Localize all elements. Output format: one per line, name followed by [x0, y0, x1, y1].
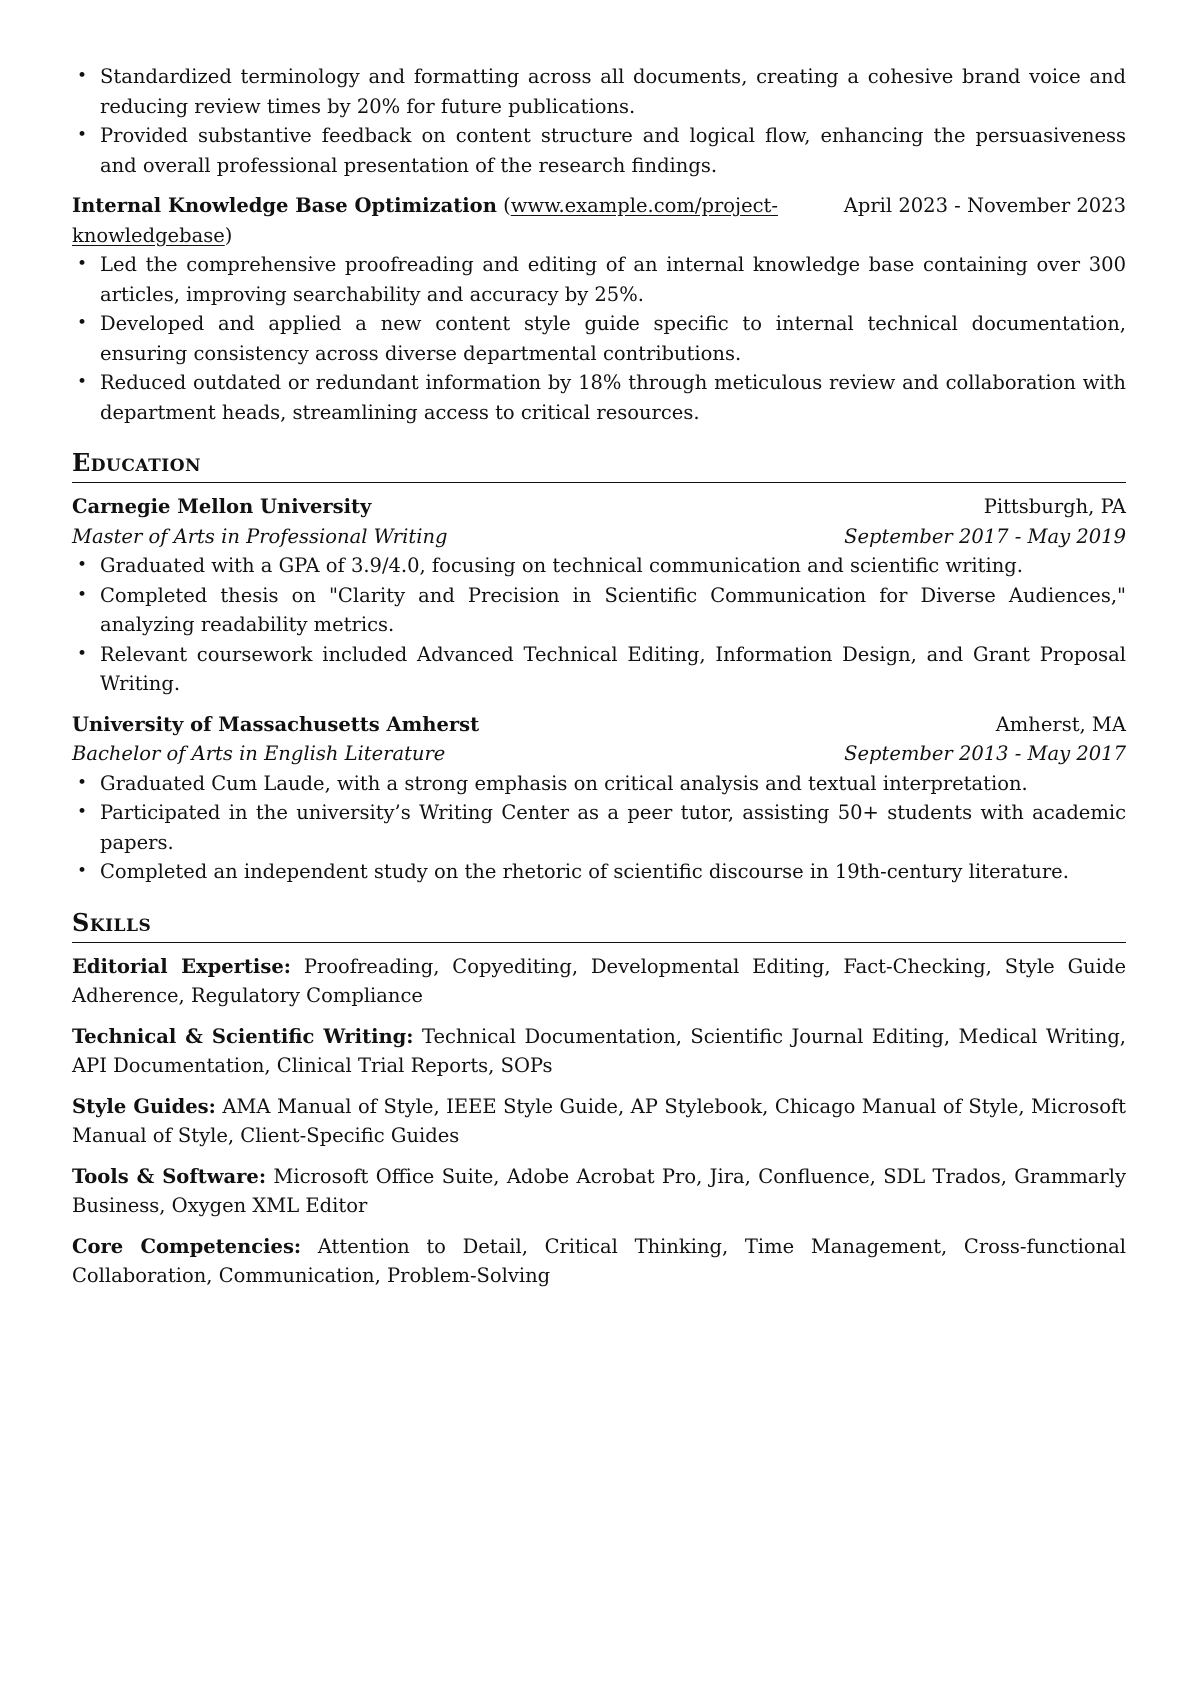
degree: Bachelor of Arts in English Literature [72, 742, 446, 765]
skill-label: Technical & Scientific Writing: [72, 1024, 414, 1048]
project-link-open-paren: ( [503, 194, 511, 217]
school-location: Amherst, MA [995, 712, 1126, 736]
skill-line [72, 952, 1126, 1011]
education-entry-header [72, 492, 1126, 522]
project-bullet-list [72, 250, 1126, 427]
previous-project-bullet-list [72, 62, 1126, 180]
bullet-item: • Developed and applied a new content style guide specific to internal technical documentation, ensuring consistency across diverse departmental contributions. [72, 309, 1126, 368]
bullet-item: • Participated in the university’s Writing Center as a peer tutor, assisting 50+ students with academic papers. [72, 798, 1126, 857]
skills-list [72, 952, 1126, 1291]
school-location: Pittsburgh, PA [983, 495, 1126, 518]
project-name: Internal Knowledge Base Optimization [72, 194, 497, 217]
education-entry [72, 492, 1126, 699]
skill-value: Proofreading, Copyediting, Developmental Editing, Fact-Checking, Style Guide Adherence, Regulatory Compliance [72, 954, 1126, 1007]
skill-value: AMA Manual of Style, IEEE Style Guide, AP Stylebook, Chicago Manual of Style, Microsoft Manual of Style, Client-Specific Guides [72, 1094, 1127, 1147]
education-entry-header [72, 710, 1126, 740]
bullet-item: • Standardized terminology and formatting across all documents, creating a cohesive brand voice and reducing review times by 20% for future publications. [72, 62, 1126, 121]
bullet-item: • Graduated with a GPA of 3.9/4.0, focusing on technical communication and scientific writing. [72, 551, 1126, 581]
education-section-title: Education [72, 449, 1126, 483]
project-link[interactable]: www.example.com/project-knowledgebase [72, 194, 778, 247]
degree: Master of Arts in Professional Writing [72, 524, 448, 548]
skill-label: Core Competencies: [72, 1234, 302, 1258]
project-link-close-paren: ) [224, 223, 233, 247]
skill-line [72, 1232, 1126, 1291]
degree-dates: September 2013 - May 2017 [844, 742, 1126, 765]
bullet-item: • Reduced outdated or redundant information by 18% through meticulous review and collaboration with department heads, streamlining access to critical resources. [72, 368, 1126, 427]
bullet-item: • Completed thesis on "Clarity and Precision in Scientific Communication for Diverse Audiences," analyzing readability metrics. [72, 581, 1126, 640]
skill-label: Editorial Expertise: [72, 954, 291, 978]
skill-value: Attention to Detail, Critical Thinking, Time Management, Cross-functional Collaboration, Communication, Problem-Solving [72, 1234, 1126, 1287]
project-date: April 2023 - November 2023 [843, 194, 1126, 217]
skill-line [72, 1092, 1126, 1151]
bullet-item: • Led the comprehensive proofreading and editing of an internal knowledge base containing over 300 articles, improving searchability and accuracy by 25%. [72, 250, 1126, 309]
school-name: University of Massachusetts Amherst [72, 712, 480, 736]
bullet-item: • Completed an independent study on the rhetoric of scientific discourse in 19th-century literature. [72, 857, 1126, 887]
skill-line [72, 1162, 1126, 1221]
bullet-item: • Relevant coursework included Advanced Technical Editing, Information Design, and Grant Proposal Writing. [72, 640, 1126, 699]
skill-label: Tools & Software: [72, 1164, 267, 1188]
bullet-item: • Graduated Cum Laude, with a strong emphasis on critical analysis and textual interpretation. [72, 769, 1126, 799]
education-bullet-list [72, 551, 1126, 699]
education-entry-subheader [72, 739, 1126, 769]
skill-value: Technical Documentation, Scientific Journal Editing, Medical Writing, API Documentation, Clinical Trial Reports, SOPs [72, 1024, 1126, 1077]
bullet-item: • Provided substantive feedback on content structure and logical flow, enhancing the persuasiveness and overall professional presentation of the research findings. [72, 121, 1126, 180]
education-entry-subheader [72, 522, 1126, 552]
project-header [72, 191, 1126, 250]
skills-section-title: Skills [72, 909, 1126, 943]
degree-dates: September 2017 - May 2019 [844, 524, 1126, 548]
education-entry [72, 710, 1126, 887]
skill-value: Microsoft Office Suite, Adobe Acrobat Pro, Jira, Confluence, SDL Trados, Grammarly Business, Oxygen XML Editor [72, 1164, 1126, 1217]
skill-line [72, 1022, 1126, 1081]
school-name: Carnegie Mellon University [72, 495, 372, 518]
education-bullet-list [72, 769, 1126, 887]
skill-label: Style Guides: [72, 1094, 216, 1118]
